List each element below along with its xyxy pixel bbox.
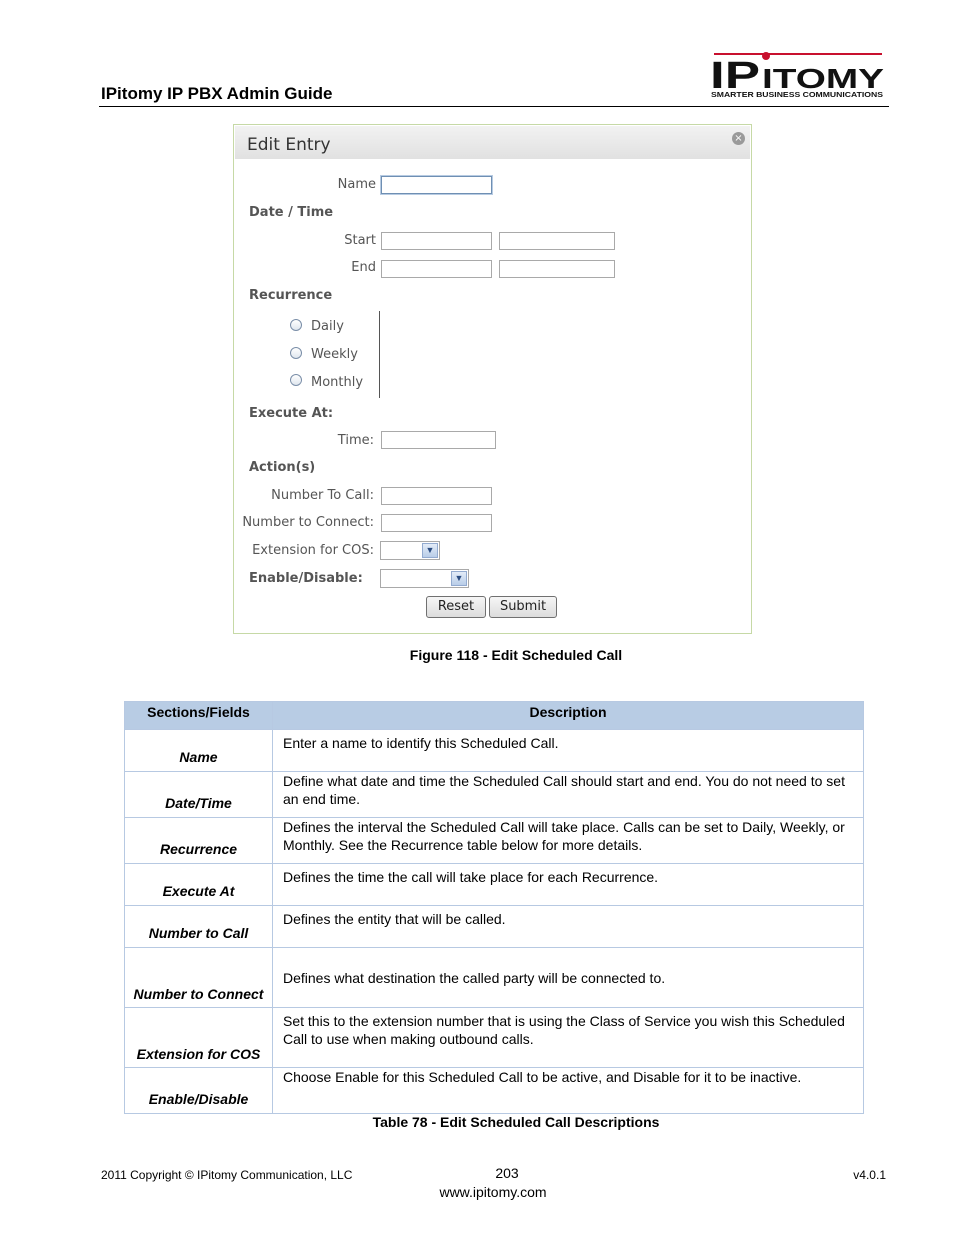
header-rule — [99, 106, 889, 107]
svg-text:IP: IP — [710, 55, 760, 97]
chevron-down-icon: ▼ — [451, 571, 467, 586]
radio-daily-label: Daily — [311, 319, 344, 334]
table-header-row — [125, 702, 864, 730]
radio-weekly-label: Weekly — [311, 347, 358, 362]
table-row — [125, 948, 864, 1008]
recurrence-divider — [379, 311, 380, 398]
description-cell: Set this to the extension number that is using the Class of Service you wish this Scheduled Call to use when making outbound calls. — [273, 1008, 864, 1068]
radio-monthly[interactable] — [290, 374, 302, 386]
table-row — [125, 730, 864, 772]
extension-cos-label: Extension for COS: — [252, 543, 374, 558]
logo-graphic — [710, 50, 886, 100]
dialog-titlebar — [235, 126, 750, 159]
number-to-call-label: Number To Call: — [271, 488, 374, 503]
document-title: IPitomy IP PBX Admin Guide — [101, 84, 333, 103]
edit-entry-dialog — [233, 124, 752, 634]
field-cell: Enable/Disable — [125, 1068, 273, 1114]
field-cell: Number to Call — [125, 906, 273, 948]
figure-caption: Figure 118 - Edit Scheduled Call — [409, 647, 623, 663]
number-to-connect-label: Number to Connect: — [242, 515, 374, 530]
footer-url: www.ipitomy.com — [439, 1184, 547, 1200]
dialog-title: Edit Entry — [247, 135, 331, 155]
actions-section-label: Action(s) — [249, 460, 316, 475]
table-row — [125, 1008, 864, 1068]
header-sections-fields: Sections/Fields — [125, 702, 273, 730]
table-row — [125, 1068, 864, 1114]
field-cell: Recurrence — [125, 818, 273, 864]
end-label: End — [351, 260, 376, 275]
description-table — [124, 701, 864, 1114]
description-cell: Defines the time the call will take place for each Recurrence. — [273, 864, 864, 906]
recurrence-section-label: Recurrence — [249, 288, 333, 303]
radio-monthly-label: Monthly — [311, 375, 364, 390]
footer-copyright: 2011 Copyright © IPitomy Communication, LLC — [101, 1168, 353, 1182]
submit-button[interactable]: Submit — [489, 596, 557, 618]
time-label: Time: — [337, 433, 374, 448]
field-cell: Extension for COS — [125, 1008, 273, 1068]
field-cell: Date/Time — [125, 772, 273, 818]
footer-page-number: 203 — [495, 1165, 519, 1181]
datetime-section-label: Date / Time — [249, 205, 334, 220]
chevron-down-icon: ▼ — [422, 543, 438, 558]
header-description: Description — [273, 702, 864, 730]
footer-version: v4.0.1 — [853, 1168, 886, 1182]
extension-cos-select[interactable] — [380, 541, 440, 560]
description-cell: Defines the interval the Scheduled Call will take place. Calls can be set to Daily, Weekly, or Monthly. See the Recurrence table below for more details. — [273, 818, 864, 864]
svg-text:ITOMY: ITOMY — [762, 63, 885, 94]
end-time-input[interactable] — [499, 260, 615, 278]
number-to-call-input[interactable] — [381, 487, 492, 505]
description-cell: Enter a name to identify this Scheduled Call. — [273, 730, 864, 772]
radio-weekly[interactable] — [290, 347, 302, 359]
start-time-input[interactable] — [499, 232, 615, 250]
table-row — [125, 864, 864, 906]
svg-text:SMARTER BUSINESS COMMUNICATION: SMARTER BUSINESS COMMUNICATIONS — [711, 92, 884, 99]
number-to-connect-input[interactable] — [381, 514, 492, 532]
close-icon[interactable]: × — [732, 132, 745, 145]
table-row — [125, 906, 864, 948]
table-caption: Table 78 - Edit Scheduled Call Descriptions — [372, 1114, 660, 1130]
start-date-input[interactable] — [381, 232, 492, 250]
description-cell: Defines what destination the called party will be connected to. — [273, 948, 864, 1008]
description-cell: Defines the entity that will be called. — [273, 906, 864, 948]
table-row — [125, 818, 864, 864]
start-label: Start — [344, 233, 376, 248]
table-row — [125, 772, 864, 818]
end-date-input[interactable] — [381, 260, 492, 278]
description-cell: Choose Enable for this Scheduled Call to be active, and Disable for it to be inactive. — [273, 1068, 864, 1114]
radio-daily[interactable] — [290, 319, 302, 331]
reset-button[interactable]: Reset — [426, 596, 486, 618]
company-logo — [710, 50, 886, 100]
field-cell: Execute At — [125, 864, 273, 906]
name-input[interactable] — [381, 176, 492, 194]
execute-time-input[interactable] — [381, 431, 496, 449]
field-cell: Number to Connect — [125, 948, 273, 1008]
enable-disable-select[interactable] — [380, 569, 469, 588]
description-cell: Define what date and time the Scheduled Call should start and end. You do not need to set an end time. — [273, 772, 864, 818]
name-label: Name — [337, 177, 376, 192]
execute-section-label: Execute At: — [249, 406, 334, 421]
field-cell: Name — [125, 730, 273, 772]
enable-disable-label: Enable/Disable: — [249, 571, 363, 586]
